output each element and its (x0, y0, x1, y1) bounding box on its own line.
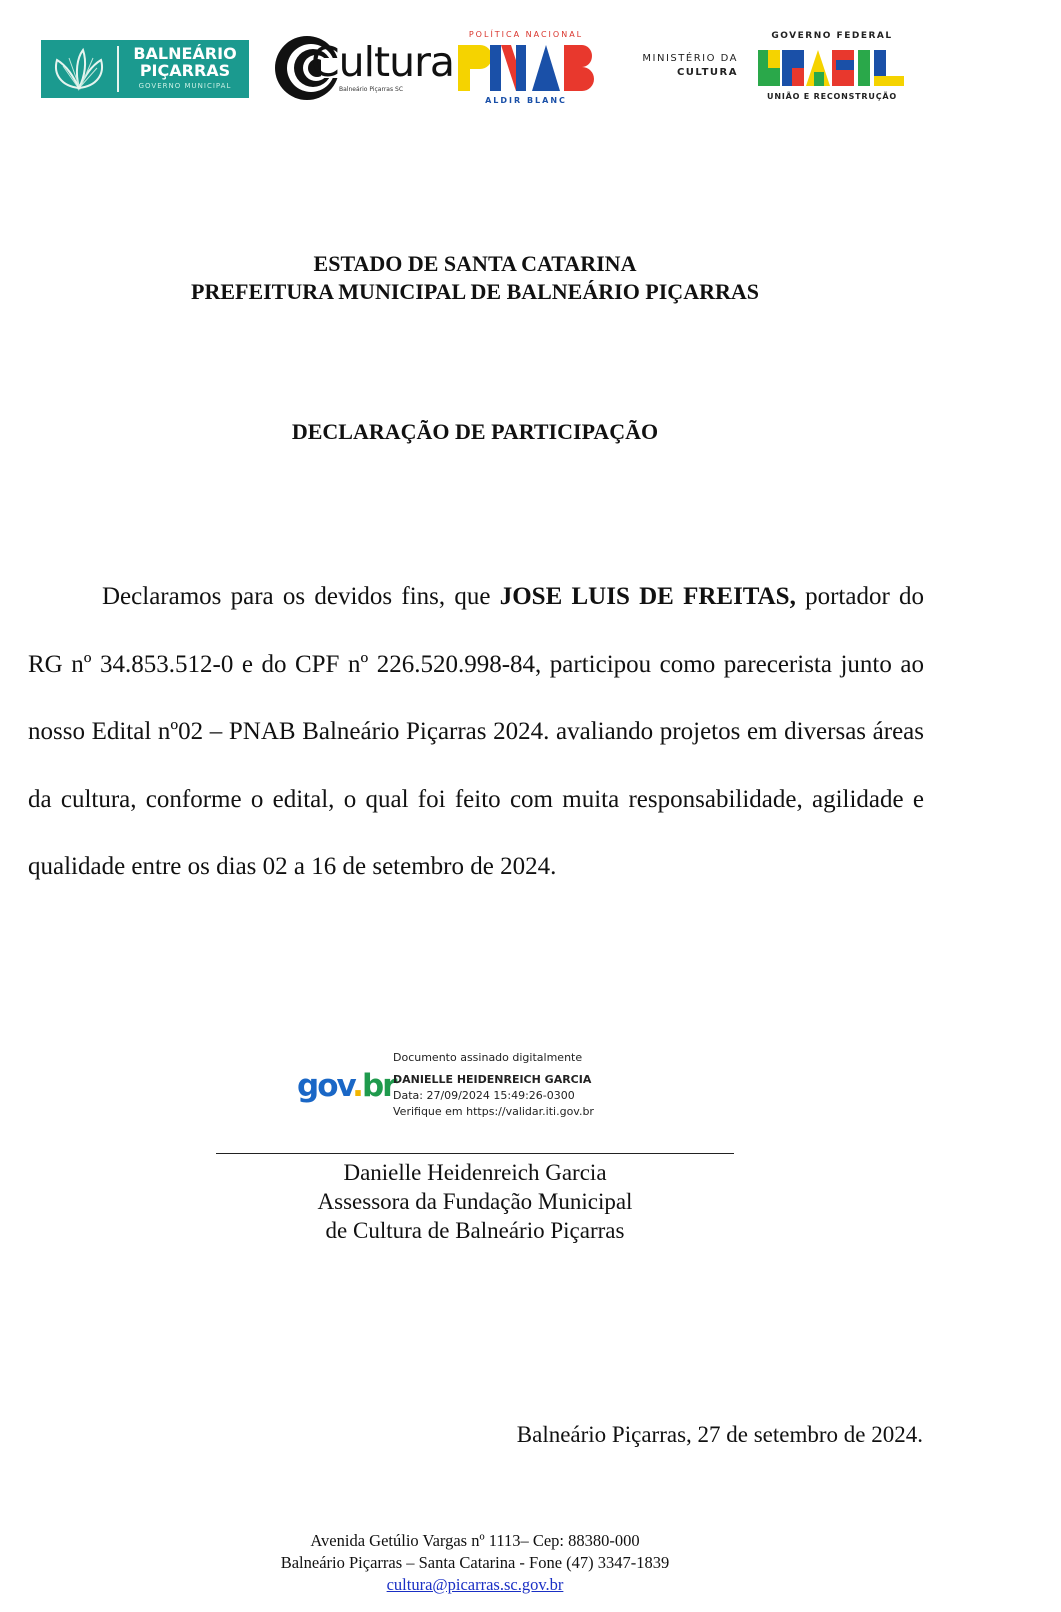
shell-icon (47, 46, 111, 92)
logo-divider (117, 46, 119, 92)
header-block (0, 250, 950, 306)
govbr-dot: . (352, 1068, 362, 1104)
signatory-role-line2: de Cultura de Balneário Piçarras (325, 1218, 625, 1243)
ministerio-line2: CULTURA (676, 67, 738, 78)
govbr-br: br (361, 1068, 396, 1104)
logo-subtitle: GOVERNO MUNICIPAL (138, 82, 232, 90)
signature-line (216, 1153, 734, 1154)
signatory-block (0, 1158, 950, 1245)
signature-label: Documento assinado digitalmente (393, 1051, 583, 1064)
logo-line2: PIÇARRAS (139, 61, 231, 80)
governo-top-text: GOVERNO FEDERAL (771, 31, 893, 41)
participant-name: JOSE LUIS DE FREITAS, (499, 583, 796, 610)
governo-bottom-text: UNIÃO E RECONSTRUÇÃO (767, 92, 897, 101)
footer-address: Avenida Getúlio Vargas nº 1113– Cep: 88380-000 (310, 1531, 640, 1550)
prefeitura-heading: PREFEITURA MUNICIPAL DE BALNEÁRIO PIÇARRAS (191, 279, 759, 304)
footer-email-link[interactable]: cultura@picarras.sc.gov.br (386, 1575, 564, 1594)
logo-text (125, 45, 245, 79)
state-heading: ESTADO DE SANTA CATARINA (313, 251, 637, 276)
footer-city-phone: Balneário Piçarras – Santa Catarina - Fone (47) 3347-1839 (280, 1553, 670, 1572)
body-text: portador do RG nº 34.853.512-0 e do CPF nº 226.520.998-84, participou como parecerista junto ao nosso Edital nº02 – PNAB Balneário Piçarras 2024. avaliando projetos em diversas áreas da cultura, conforme o edital, o qual foi feito com muita responsabilidade, agilidade e qualidade entre os dias 02 a 16 de setembro de 2024. (28, 583, 925, 880)
cultura-logo (271, 30, 455, 106)
cultura-word: Cultura (311, 38, 455, 86)
cultura-subtitle: Balneário Piçarras SC (339, 86, 404, 93)
ministerio-line1: MINISTÉRIO DA (642, 53, 738, 64)
logo-line1: BALNEÁRIO (133, 44, 237, 63)
declaration-body (28, 563, 924, 901)
footer (0, 1530, 950, 1596)
balneario-picarras-logo (41, 40, 249, 98)
ministerio-cultura-logo (626, 52, 738, 80)
pnab-logo (456, 30, 596, 106)
signature-date: Data: 27/09/2024 15:49:26-0300 (393, 1089, 575, 1102)
govbr-gov: gov (297, 1068, 353, 1104)
brasil-wordmark-icon (756, 46, 908, 90)
body-intro: Declaramos para os devidos fins, que (102, 583, 500, 610)
place-and-date: Balneário Piçarras, 27 de setembro de 2024. (516, 1422, 923, 1447)
pnab-top-text: POLÍTICA NACIONAL (468, 30, 584, 39)
signatory-role-line1: Assessora da Fundação Municipal (317, 1189, 633, 1214)
governo-federal-logo (752, 30, 912, 106)
govbr-logo (297, 1068, 395, 1104)
document-title: DECLARAÇÃO DE PARTICIPAÇÃO (291, 419, 659, 444)
signature-signer: DANIELLE HEIDENREICH GARCIA (393, 1073, 592, 1086)
signatory-name: Danielle Heidenreich Garcia (343, 1160, 607, 1185)
pnab-wordmark-icon (456, 43, 596, 95)
digital-signature-info (393, 1050, 594, 1120)
signature-verify-link[interactable]: Verifique em https://validar.iti.gov.br (393, 1105, 594, 1118)
pnab-bottom-text: ALDIR BLANC (485, 96, 567, 105)
